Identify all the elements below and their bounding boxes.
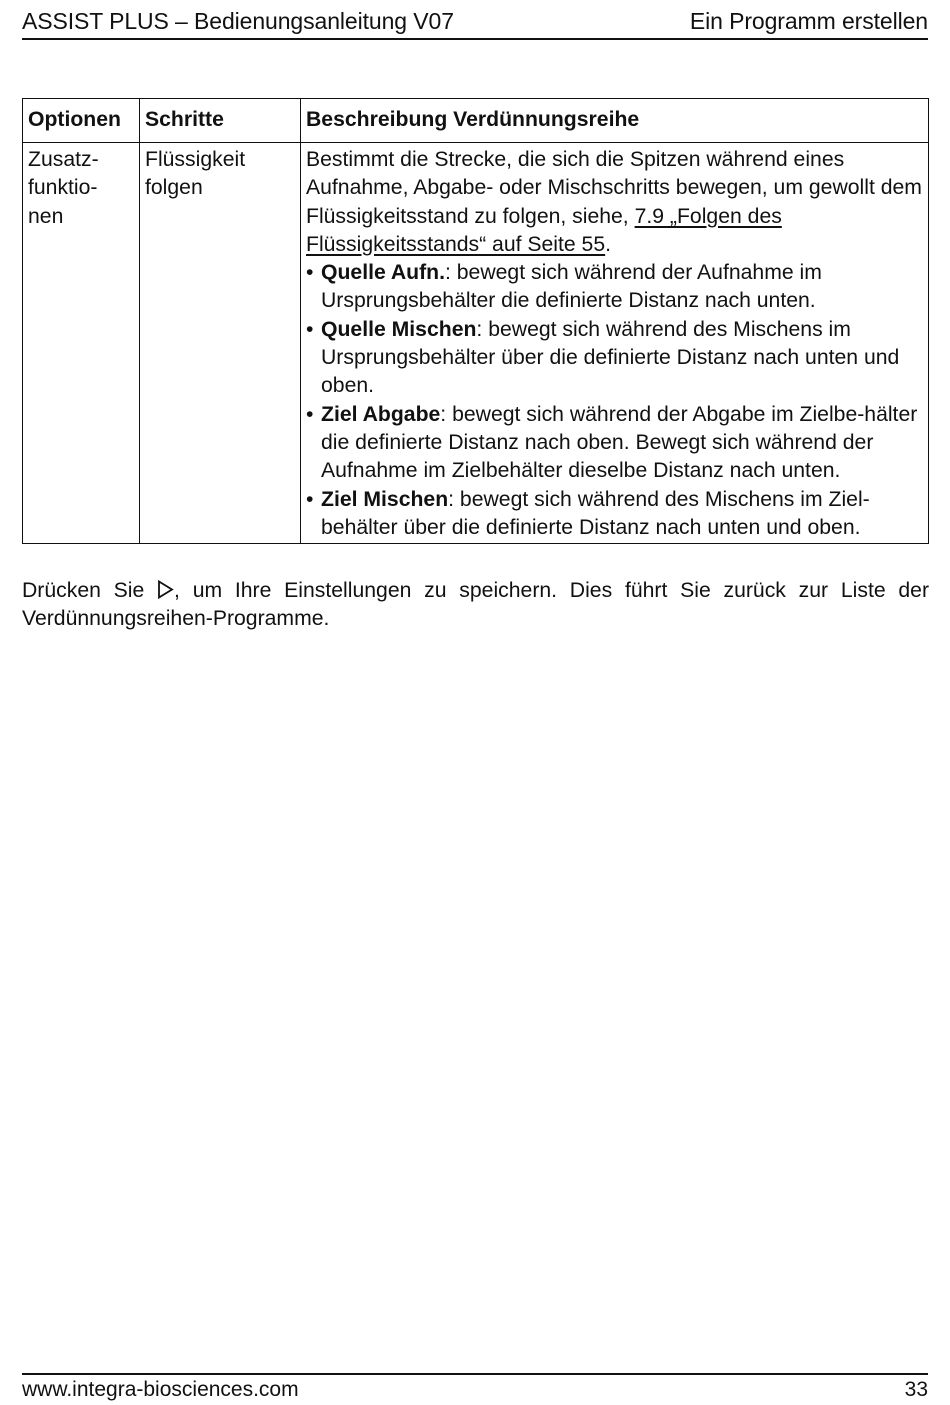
list-item: • Ziel Abgabe: bewegt sich während der Abgabe im Zielbe-hälter die definierte Distanz nach oben. Bewegt sich während der Aufnahme im Zielbehälter dieselbe Distanz nach unten. — [306, 401, 923, 486]
cell-description — [301, 143, 929, 544]
list-item: • Quelle Aufn.: bewegt sich während der Aufnahme im Ursprungsbehälter die definierte Distanz nach unten. — [306, 259, 923, 316]
page-number: 33 — [904, 1378, 928, 1401]
list-item: • Quelle Mischen: bewegt sich während des Mischens im Ursprungsbehälter über die definierte Distanz nach unten und oben. — [306, 316, 923, 401]
play-triangle-icon — [157, 577, 174, 605]
column-header-beschreibung: Beschreibung Verdünnungsreihe — [301, 99, 929, 143]
section-reference-link[interactable]: 7.9 „Folgen des Flüssigkeitsstands“ auf Seite 55 — [306, 204, 782, 256]
table-row — [23, 143, 929, 544]
list-item: • Ziel Mischen: bewegt sich während des Mischens im Ziel-behälter über die definierte Distanz nach unten und oben. — [306, 486, 923, 543]
cell-option: Zusatz- funktio- nen — [23, 143, 140, 544]
column-header-optionen: Optionen — [23, 99, 140, 143]
section-title: Ein Programm erstellen — [689, 7, 928, 34]
column-header-schritte: Schritte — [140, 99, 301, 143]
cell-step: Flüssigkeit folgen — [140, 143, 301, 544]
table-header-row — [23, 99, 929, 143]
bullet-list — [306, 259, 923, 542]
description-intro: Bestimmt die Strecke, die sich die Spitzen während eines Aufnahme, Abgabe- oder Mischschritts bewegen, um gewollt dem Flüssigkeitsstand zu folgen, siehe, 7.9 „Folgen des Flüssigkeitsstands“ auf Seite 55. — [306, 148, 922, 256]
options-table — [22, 98, 929, 544]
page-footer — [22, 1373, 928, 1405]
page-header — [22, 4, 928, 40]
website-url: www.integra-biosciences.com — [22, 1378, 299, 1401]
save-instruction: Drücken Sie , um Ihre Einstellungen zu speichern. Dies führt Sie zurück zur Liste der Verdünnungsreihen-Programme. — [22, 579, 929, 631]
document-title: ASSIST PLUS – Bedienungsanleitung V07 — [22, 7, 454, 34]
